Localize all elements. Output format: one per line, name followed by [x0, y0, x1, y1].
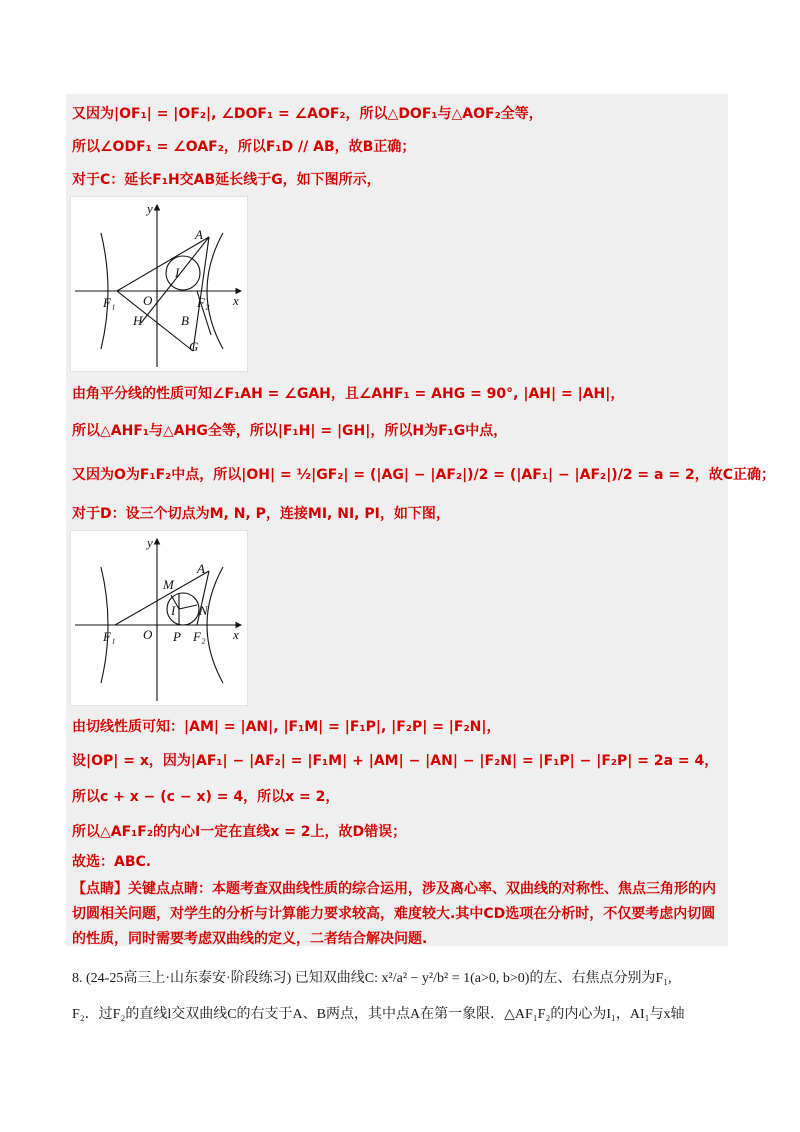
solution-line-1: 又因为|OF₁| = |OF₂|, ∠DOF₁ = ∠AOF₂，所以△DOF₁与△AOF₂全等，	[72, 106, 543, 122]
solution-line-9: 设|OP| = x，因为|AF₁| − |AF₂| = |F₁M| + |AM| − |AN| − |F₂N| = |F₁P| − |F₂P| = 2a = 4，	[72, 753, 719, 769]
key-point-line-2: 切圆相关问题，对学生的分析与计算能力要求较高，难度较大.其中CD选项在分析时，不仅要考虑内切圆	[72, 906, 716, 922]
fig1-label-b: B	[181, 313, 189, 328]
solution-line-2: 所以∠ODF₁ = ∠OAF₂，所以F₁D // AB，故B正确；	[72, 139, 416, 155]
fig1-label-f2: F₂	[197, 295, 210, 310]
figure-hyperbola-c	[70, 196, 248, 372]
fig2-label-a: A	[197, 561, 205, 576]
fig2-label-x: x	[233, 627, 239, 642]
solution-line-11: 所以△AF₁F₂的内心I一定在直线x = 2上，故D错误；	[72, 824, 407, 840]
solution-line-4: 由角平分线的性质可知∠F₁AH = ∠GAH，且∠AHF₁ = AHG = 90°, |AH| = |AH|，	[72, 386, 625, 402]
fig2-label-o: O	[143, 627, 153, 642]
solution-line-3: 对于C：延长F₁H交AB延长线于G，如下图所示，	[72, 172, 381, 188]
fig1-label-f1: F₁	[103, 295, 116, 310]
fig1-label-g: G	[189, 339, 199, 354]
fig2-label-m: M	[163, 577, 174, 592]
solution-answer: 故选：ABC.	[72, 854, 152, 870]
fig2-label-f1: F₁	[103, 629, 116, 644]
question-8-line-2: F₂．过F₂的直线l交双曲线C的右支于A、B两点，其中点A在第一象限．△AF₁F₂的内心为I₁，AI₁与x轴	[72, 1007, 685, 1022]
figure-hyperbola-d	[70, 530, 248, 706]
fig1-label-y: y	[147, 201, 153, 216]
question-8-line-1: 8. (24-25高三上·山东泰安·阶段练习) 已知双曲线C: x²/a² − y²/b² = 1(a>0, b>0)的左、右焦点分别为F₁,	[72, 971, 672, 986]
key-point-line-3: 的性质，同时需要考虑双曲线的定义，二者结合解决问题.	[72, 931, 428, 947]
fig2-label-f2: F₂	[193, 629, 206, 644]
solution-line-10: 所以c + x − (c − x) = 4，所以x = 2，	[72, 789, 340, 805]
solution-line-8: 由切线性质可知：|AM| = |AN|, |F₁M| = |F₁P|, |F₂P| = |F₂N|，	[72, 719, 501, 735]
fig1-label-x: x	[233, 293, 239, 308]
solution-line-7: 对于D：设三个切点为M, N, P，连接MI, NI, PI，如下图，	[72, 506, 450, 522]
fig1-label-a: A	[195, 227, 203, 242]
fig1-label-i: I	[175, 265, 180, 280]
fig2-label-i: I	[171, 603, 176, 618]
solution-line-5: 所以△AHF₁与△AHG全等，所以|F₁H| = |GH|，所以H为F₁G中点，	[72, 423, 508, 439]
fig2-label-n: N	[199, 603, 208, 618]
fig1-label-h: H	[133, 313, 143, 328]
fig2-label-p: P	[173, 629, 181, 644]
solution-line-6: 又因为O为F₁F₂中点，所以|OH| = ½|GF₂| = (|AG| − |AF₂|)/2 = (|AF₁| − |AF₂|)/2 = a = 2，故C正确；	[72, 467, 775, 483]
key-point-line-1: 【点睛】关键点点睛：本题考查双曲线性质的综合运用，涉及离心率、双曲线的对称性、焦点三角形的内	[72, 881, 716, 897]
fig1-label-o: O	[143, 293, 153, 308]
fig2-label-y: y	[147, 535, 153, 550]
